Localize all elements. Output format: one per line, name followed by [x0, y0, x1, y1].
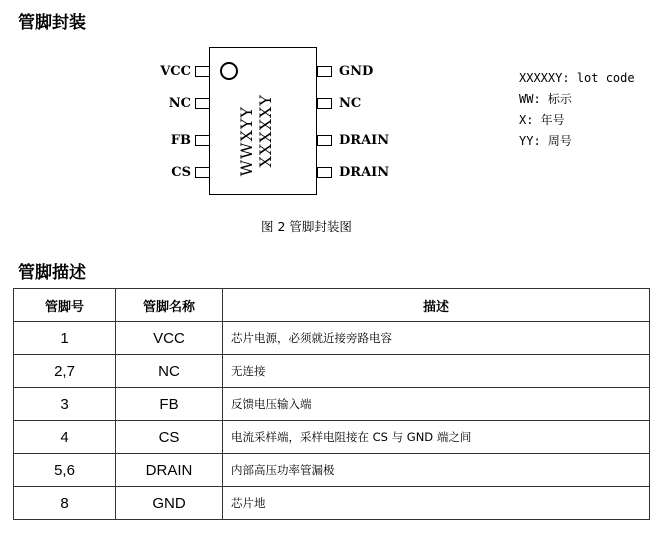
header-pin-name: 管脚名称: [116, 289, 223, 322]
section-heading-description: 管脚描述: [18, 263, 86, 283]
table-row: [14, 487, 650, 520]
cell-pin-number: 3: [14, 388, 116, 421]
pin-label-nc-right: NC: [339, 96, 362, 111]
cell-pin-name: GND: [116, 487, 223, 520]
table-row: [14, 388, 650, 421]
pin-left-2: [195, 98, 210, 109]
marking-line1: XXXXXY: [256, 94, 275, 168]
legend-item: WW: 标示: [519, 92, 572, 106]
cell-pin-number: 2,7: [14, 355, 116, 388]
marking-line2: WWXYY: [237, 106, 256, 177]
figure-caption: 图 2 管脚封装图: [261, 219, 352, 234]
table-header-row: [14, 289, 650, 322]
pin-right-5: [317, 167, 332, 178]
pin-label-fb: FB: [170, 133, 191, 148]
cell-description: 芯片电源，必须就近接旁路电容: [223, 322, 650, 355]
pin-label-gnd: GND: [339, 64, 374, 79]
pin-right-7: [317, 98, 332, 109]
cell-description: 内部高压功率管漏极: [223, 454, 650, 487]
pin-label-cs: CS: [171, 165, 191, 180]
pin-left-1: [195, 66, 210, 77]
header-pin-number: 管脚号: [14, 289, 116, 322]
pin-description-table: [13, 288, 650, 520]
header-description: 描述: [223, 289, 650, 322]
pin-label-vcc: VCC: [160, 64, 191, 79]
cell-description: 无连接: [223, 355, 650, 388]
legend-item: XXXXXY: lot code: [519, 71, 635, 85]
cell-pin-name: FB: [116, 388, 223, 421]
table-row: [14, 421, 650, 454]
table-row: [14, 355, 650, 388]
pin-label-nc: NC: [168, 96, 191, 111]
cell-pin-name: NC: [116, 355, 223, 388]
cell-description: 芯片地: [223, 487, 650, 520]
pin-right-6: [317, 135, 332, 146]
marking-legend: [519, 68, 635, 152]
ic-body: [209, 47, 317, 195]
cell-pin-number: 8: [14, 487, 116, 520]
cell-pin-name: CS: [116, 421, 223, 454]
cell-description: 电流采样端，采样电阻接在 CS 与 GND 端之间: [223, 421, 650, 454]
legend-item: YY: 周号: [519, 134, 572, 148]
cell-pin-number: 1: [14, 322, 116, 355]
pin-right-8: [317, 66, 332, 77]
cell-pin-name: VCC: [116, 322, 223, 355]
cell-description: 反馈电压输入端: [223, 388, 650, 421]
legend-item: X: 年号: [519, 113, 565, 127]
section-heading-package: 管脚封装: [18, 13, 86, 33]
cell-pin-number: 5,6: [14, 454, 116, 487]
table-row: [14, 454, 650, 487]
cell-pin-name: DRAIN: [116, 454, 223, 487]
pin-left-3: [195, 135, 210, 146]
cell-pin-number: 4: [14, 421, 116, 454]
pin1-marker: [220, 62, 238, 80]
pin-left-4: [195, 167, 210, 178]
pin-label-drain-1: DRAIN: [339, 133, 390, 148]
pin-label-drain-2: DRAIN: [339, 165, 390, 180]
table-row: [14, 322, 650, 355]
